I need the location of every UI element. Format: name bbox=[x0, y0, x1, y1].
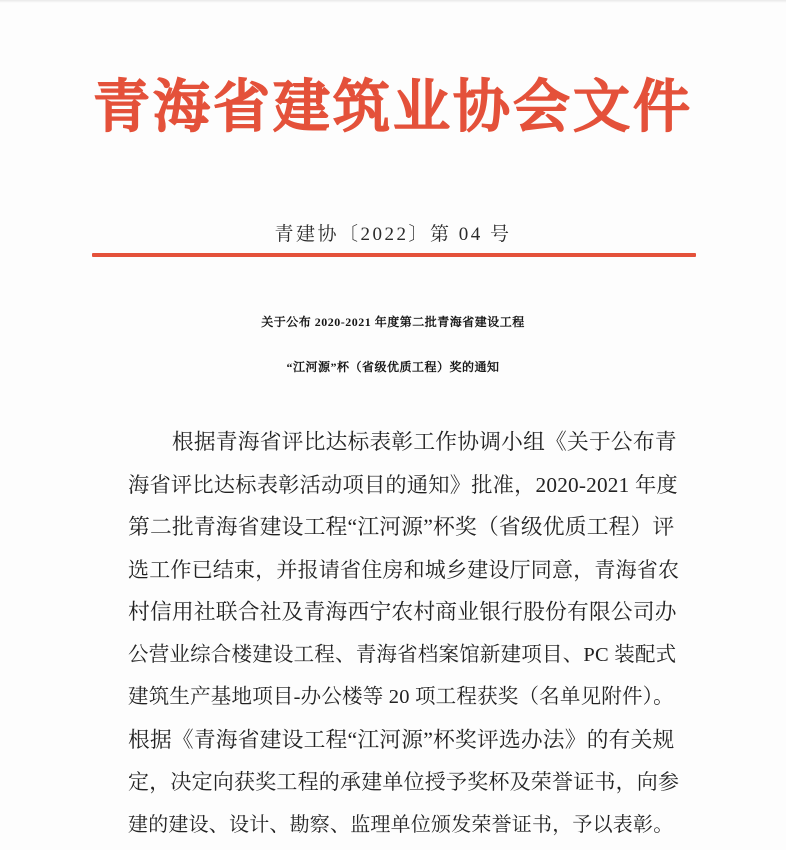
document-number: 青建协〔2022〕第 04 号 bbox=[274, 224, 512, 245]
body-line: 定，决定向获奖工程的承建单位授予奖杯及荣誉证书，向参 bbox=[128, 770, 680, 794]
body-line: 根据青海省评比达标表彰工作协调小组《关于公布青 bbox=[128, 430, 677, 454]
masthead bbox=[0, 78, 786, 138]
document-title-line-2: “江河源”杯（省级优质工程）奖的通知 bbox=[286, 360, 500, 374]
body-line: 根据《青海省建设工程“江河源”杯奖评选办法》的有关规 bbox=[128, 727, 675, 752]
body-line: 村信用社联合社及青海西宁农村商业银行股份有限公司办 bbox=[128, 600, 677, 624]
masthead-title: 青海省建筑业协会文件 bbox=[93, 76, 693, 139]
body-line: 选工作已结束，并报请省住房和城乡建设厅同意，青海省农 bbox=[128, 557, 680, 582]
document-title-line-1: 关于公布 2020-2021 年度第二批青海省建设工程 bbox=[261, 315, 525, 329]
red-separator-rule bbox=[92, 253, 696, 257]
body-line: 海省评比达标表彰活动项目的通知》批准，2020-2021 年度 bbox=[128, 472, 678, 497]
body-line: 建的建设、设计、勘察、监理单位颁发荣誉证书，予以表彰。 bbox=[128, 813, 674, 836]
body-line: 第二批青海省建设工程“江河源”杯奖（省级优质工程）评 bbox=[128, 515, 675, 539]
body-line: 公营业综合楼建设工程、青海省档案馆新建项目、PC 装配式 bbox=[128, 643, 677, 666]
document-body bbox=[128, 421, 679, 846]
document-title bbox=[0, 300, 786, 390]
document-number-row bbox=[0, 219, 786, 246]
body-line: 建筑生产基地项目-办公楼等 20 项工程获奖（名单见附件）。 bbox=[128, 686, 674, 708]
scan-edge bbox=[0, 0, 786, 3]
